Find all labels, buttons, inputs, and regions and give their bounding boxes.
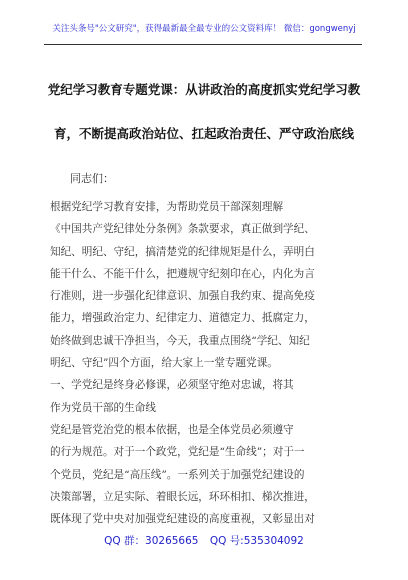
section-heading-line: 作为党员干部的生命线 <box>50 401 156 414</box>
body-line: 明纪、守纪”四个方面，给大家上一堂专题党课。 <box>50 357 278 370</box>
footer-qq-number: QQ 号:535304092 <box>209 535 304 547</box>
section-heading-line: 一、学党纪是终身必修课，必须坚守绝对忠诚，将其 <box>50 379 294 392</box>
body-line: 的行为规范。对于一个政党，党纪是“生命线”；对于一 <box>50 446 305 459</box>
body-line: 个党员，党纪是“高压线”。一系列关于加强党纪建设的 <box>50 468 305 481</box>
body-line: 能力，增强政治定力、纪律定力、道德定力、抵腐定力， <box>50 312 315 325</box>
header-notice: 关注头条号"公文研究"，获得最新最全最专业的公文资料库！ 微信：gongwenyj <box>52 24 356 34</box>
body-line: 决策部署，立足实际、着眼长远，环环相扣、梯次推进， <box>50 490 315 503</box>
footer-contact <box>0 533 408 548</box>
footer-qq-group: QQ 群：30265665 <box>104 535 199 547</box>
body-line: 《中国共产党纪律处分条例》条款要求，真正做到学纪、 <box>50 223 315 236</box>
body-line: 党纪是管党治党的根本依据，也是全体党员必须遵守 <box>50 423 294 436</box>
body-line: 知纪、明纪、守纪，搞清楚党的纪律规矩是什么，弄明白 <box>50 245 315 258</box>
body-line: 能干什么、不能干什么，把遵规守纪刻印在心，内化为言 <box>50 267 315 280</box>
title-line-1: 党纪学习教育专题党课：从讲政治的高度抓实党纪学习教 <box>47 82 361 97</box>
header-divider <box>44 44 362 45</box>
title-line-2: 育，不断提高政治站位、扛起政治责任、严守政治底线 <box>53 126 354 141</box>
body-line: 既体现了党中央对加强党纪建设的高度重视，又彰显出对 <box>50 513 315 526</box>
body-line: 根据党纪学习教育安排，为帮助党员干部深刻理解 <box>50 201 284 213</box>
body-text <box>50 196 362 530</box>
body-line: 行准则，进一步强化纪律意识、加强自我约束、提高免疫 <box>50 290 315 303</box>
salutation: 同志们： <box>70 172 114 185</box>
body-line: 始终做到忠诚干净担当，今天，我重点围绕“学纪、知纪 <box>50 334 310 347</box>
